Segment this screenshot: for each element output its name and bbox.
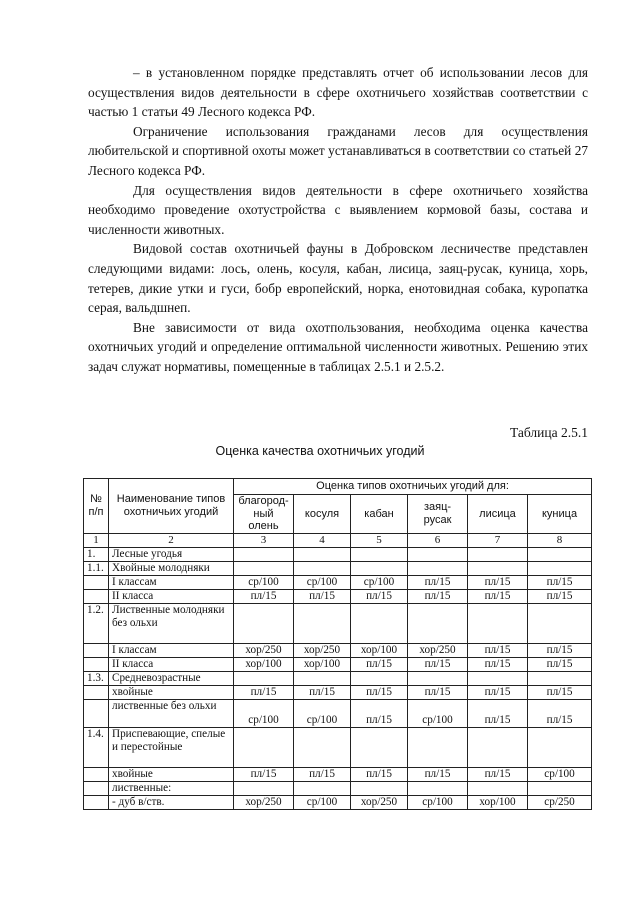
rating-cell: хор/250 xyxy=(294,643,351,657)
rating-cell xyxy=(468,547,528,561)
rating-cell: пл/15 xyxy=(408,657,468,671)
row-name: - дуб в/ств. xyxy=(109,795,234,809)
table-row xyxy=(84,671,592,685)
header-species: косуля xyxy=(294,495,351,534)
row-name: Приспевающие, спелые и перестойные xyxy=(109,727,234,767)
rating-cell: пл/15 xyxy=(468,657,528,671)
rating-cell xyxy=(468,561,528,575)
rating-cell: пл/15 xyxy=(408,575,468,589)
rating-cell: пл/15 xyxy=(468,685,528,699)
rating-cell: ср/100 xyxy=(408,795,468,809)
row-number xyxy=(84,657,109,671)
rating-cell: пл/15 xyxy=(408,767,468,781)
row-number xyxy=(84,781,109,795)
rating-cell xyxy=(408,603,468,643)
table-row xyxy=(84,589,592,603)
table-row xyxy=(84,575,592,589)
table-row xyxy=(84,547,592,561)
rating-cell: хор/100 xyxy=(234,657,294,671)
table-row xyxy=(84,657,592,671)
row-number xyxy=(84,589,109,603)
column-number: 6 xyxy=(408,533,468,547)
rating-cell xyxy=(234,781,294,795)
rating-cell: пл/15 xyxy=(528,699,592,727)
rating-cell: пл/15 xyxy=(294,685,351,699)
header-species: благород-ный олень xyxy=(234,495,294,534)
rating-cell xyxy=(408,671,468,685)
rating-cell xyxy=(294,603,351,643)
rating-cell xyxy=(528,671,592,685)
rating-cell xyxy=(351,561,408,575)
rating-cell xyxy=(528,603,592,643)
rating-cell: хор/100 xyxy=(468,795,528,809)
rating-cell xyxy=(408,727,468,767)
rating-cell xyxy=(528,727,592,767)
paragraph: Видовой состав охотничьей фауны в Добровском лесничестве представлен следующими видами: лось, олень, косуля, кабан, лисица, заяц-русак, куница, хорь, тетерев, дикие утки и гуси, бобр европейский, норка, енотовидная собака, куропатка серая, вальдшнеп. xyxy=(88,241,588,316)
row-name: лиственные: xyxy=(109,781,234,795)
rating-cell xyxy=(234,547,294,561)
rating-cell: пл/15 xyxy=(351,589,408,603)
rating-cell: пл/15 xyxy=(234,685,294,699)
row-number: 1.2. xyxy=(84,603,109,643)
row-number xyxy=(84,699,109,727)
rating-cell: ср/100 xyxy=(234,575,294,589)
rating-cell xyxy=(528,781,592,795)
rating-cell: хор/250 xyxy=(351,795,408,809)
table-caption: Таблица 2.5.1 xyxy=(510,425,588,440)
rating-cell: пл/15 xyxy=(234,589,294,603)
rating-cell: пл/15 xyxy=(294,589,351,603)
rating-cell xyxy=(351,671,408,685)
body-text xyxy=(88,63,588,377)
rating-cell: пл/15 xyxy=(528,575,592,589)
header-species: заяц-русак xyxy=(408,495,468,534)
header-species: лисица xyxy=(468,495,528,534)
column-number: 8 xyxy=(528,533,592,547)
rating-cell xyxy=(351,547,408,561)
rating-cell: пл/15 xyxy=(351,767,408,781)
column-number: 5 xyxy=(351,533,408,547)
row-name: II класса xyxy=(109,589,234,603)
row-number xyxy=(84,575,109,589)
rating-cell xyxy=(234,603,294,643)
table-row xyxy=(84,685,592,699)
rating-cell: пл/15 xyxy=(294,767,351,781)
header-num: № п/п xyxy=(84,479,109,534)
header-species: кабан xyxy=(351,495,408,534)
rating-cell: пл/15 xyxy=(351,685,408,699)
paragraph: – в установленном порядке представлять отчет об использовании лесов для осуществления видов деятельности в сфере охотничьего хозяйствав соответствии с частью 1 статьи 49 Лесного кодекса РФ. xyxy=(88,65,588,120)
table-row xyxy=(84,561,592,575)
row-name: I классам xyxy=(109,575,234,589)
rating-cell: ср/100 xyxy=(294,795,351,809)
table-row xyxy=(84,795,592,809)
rating-cell xyxy=(408,547,468,561)
paragraph: Ограничение использования гражданами лесов для осуществления любительской и спортивной охоты может устанавливаться в соответствии со статьей 27 Лесного кодекса РФ. xyxy=(88,123,588,178)
table-row xyxy=(84,603,592,643)
row-name: лиственные без ольхи xyxy=(109,699,234,727)
rating-cell xyxy=(234,671,294,685)
row-number xyxy=(84,685,109,699)
hunting-grounds-table xyxy=(83,478,592,810)
rating-cell: пл/15 xyxy=(528,657,592,671)
rating-cell xyxy=(528,561,592,575)
rating-cell xyxy=(294,727,351,767)
rating-cell: хор/100 xyxy=(294,657,351,671)
rating-cell: пл/15 xyxy=(468,575,528,589)
header-group: Оценка типов охотничьих угодий для: xyxy=(234,479,592,495)
row-name: I классам xyxy=(109,643,234,657)
row-number xyxy=(84,767,109,781)
row-name: хвойные xyxy=(109,767,234,781)
row-number xyxy=(84,643,109,657)
column-number: 7 xyxy=(468,533,528,547)
rating-cell: пл/15 xyxy=(351,657,408,671)
rating-cell: пл/15 xyxy=(528,589,592,603)
rating-cell xyxy=(351,781,408,795)
rating-cell: ср/100 xyxy=(351,575,408,589)
rating-cell: пл/15 xyxy=(528,643,592,657)
rating-cell: пл/15 xyxy=(468,589,528,603)
rating-cell: пл/15 xyxy=(528,685,592,699)
rating-cell: ср/100 xyxy=(234,699,294,727)
rating-cell: ср/100 xyxy=(528,767,592,781)
row-number: 1.3. xyxy=(84,671,109,685)
rating-cell: пл/15 xyxy=(468,699,528,727)
rating-cell: ср/100 xyxy=(408,699,468,727)
rating-cell xyxy=(351,727,408,767)
rating-cell xyxy=(408,561,468,575)
row-number: 1. xyxy=(84,547,109,561)
rating-cell xyxy=(234,727,294,767)
rating-cell: хор/250 xyxy=(234,643,294,657)
row-name: Лиственные молодняки без ольхи xyxy=(109,603,234,643)
row-name: хвойные xyxy=(109,685,234,699)
rating-cell xyxy=(408,781,468,795)
rating-cell: хор/250 xyxy=(408,643,468,657)
rating-cell xyxy=(351,603,408,643)
rating-cell: ср/100 xyxy=(294,575,351,589)
rating-cell: ср/100 xyxy=(294,699,351,727)
row-name: Средневозрастные xyxy=(109,671,234,685)
row-number: 1.4. xyxy=(84,727,109,767)
rating-cell xyxy=(294,781,351,795)
row-number: 1.1. xyxy=(84,561,109,575)
rating-cell: хор/250 xyxy=(234,795,294,809)
rating-cell xyxy=(294,561,351,575)
paragraph: Для осуществления видов деятельности в сфере охотничьего хозяйства необходимо проведение охотустройства с выявлением кормовой базы, состава и численности животных. xyxy=(88,182,588,237)
table-title: Оценка качества охотничьих угодий xyxy=(215,444,425,458)
column-number: 1 xyxy=(84,533,109,547)
rating-cell xyxy=(468,781,528,795)
column-number: 4 xyxy=(294,533,351,547)
column-number: 3 xyxy=(234,533,294,547)
rating-cell: пл/15 xyxy=(351,699,408,727)
rating-cell: пл/15 xyxy=(408,589,468,603)
column-number: 2 xyxy=(109,533,234,547)
rating-cell xyxy=(294,547,351,561)
rating-cell: пл/15 xyxy=(408,685,468,699)
row-name: Хвойные молодняки xyxy=(109,561,234,575)
rating-cell xyxy=(468,603,528,643)
table-row xyxy=(84,727,592,767)
rating-cell: пл/15 xyxy=(468,767,528,781)
rating-cell xyxy=(528,547,592,561)
paragraph: Вне зависимости от вида охотпользования, необходима оценка качества охотничьих угодий и определение оптимальной численности животных. Решению этих задач служат нормативы, помещенные в таблицах 2.5.1 и 2.5.2. xyxy=(88,319,588,374)
rating-cell: пл/15 xyxy=(468,643,528,657)
rating-cell xyxy=(468,671,528,685)
table-row xyxy=(84,781,592,795)
rating-cell xyxy=(294,671,351,685)
header-name: Наименование типов охотничьих угодий xyxy=(109,479,234,534)
table-row xyxy=(84,767,592,781)
rating-cell: ср/250 xyxy=(528,795,592,809)
table-body xyxy=(84,547,592,809)
rating-cell: пл/15 xyxy=(234,767,294,781)
row-name: Лесные угодья xyxy=(109,547,234,561)
rating-cell xyxy=(468,727,528,767)
row-name: II класса xyxy=(109,657,234,671)
header-species: куница xyxy=(528,495,592,534)
table-row xyxy=(84,699,592,727)
rating-cell xyxy=(234,561,294,575)
rating-cell: хор/100 xyxy=(351,643,408,657)
table-row xyxy=(84,643,592,657)
row-number xyxy=(84,795,109,809)
